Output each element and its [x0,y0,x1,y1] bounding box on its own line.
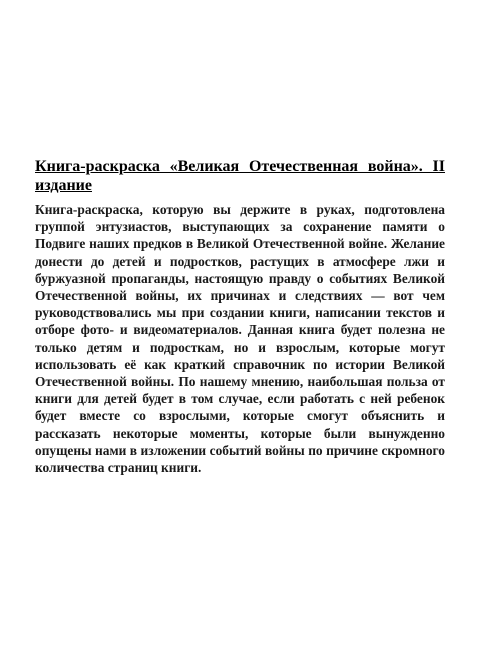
document-paragraph: Книга-раскраска, которую вы держите в руках, подготовлена группой энтузиастов, выступающих за сохранение памяти о Подвиге наших предков в Великой Отечественной войне. Желание донести до детей и подростков, растущих в атмосфере лжи и буржуазной пропаганды, настоящую правду о событиях Великой Отечественной войны, их причинах и следствиях — вот чем руководствовались мы при создании книги, написании текстов и отборе фото- и видеоматериалов. Данная книга будет полезна не только детям и подросткам, но и взрослым, которые могут использовать её как краткий справочник по истории Великой Отечественной войны. По нашему мнению, наибольшая польза от книги для детей будет в том случае, если работать с ней ребенок будет вместе со взрослыми, которые смогут объяснить и рассказать некоторые моменты, которые были вынужденно опущены нами в изложении событий войны по причине скромного количества страниц книги. [35,202,445,476]
document-page [35,157,445,476]
document-title: Книга-раскраска «Великая Отечественная война». II издание [35,158,445,194]
